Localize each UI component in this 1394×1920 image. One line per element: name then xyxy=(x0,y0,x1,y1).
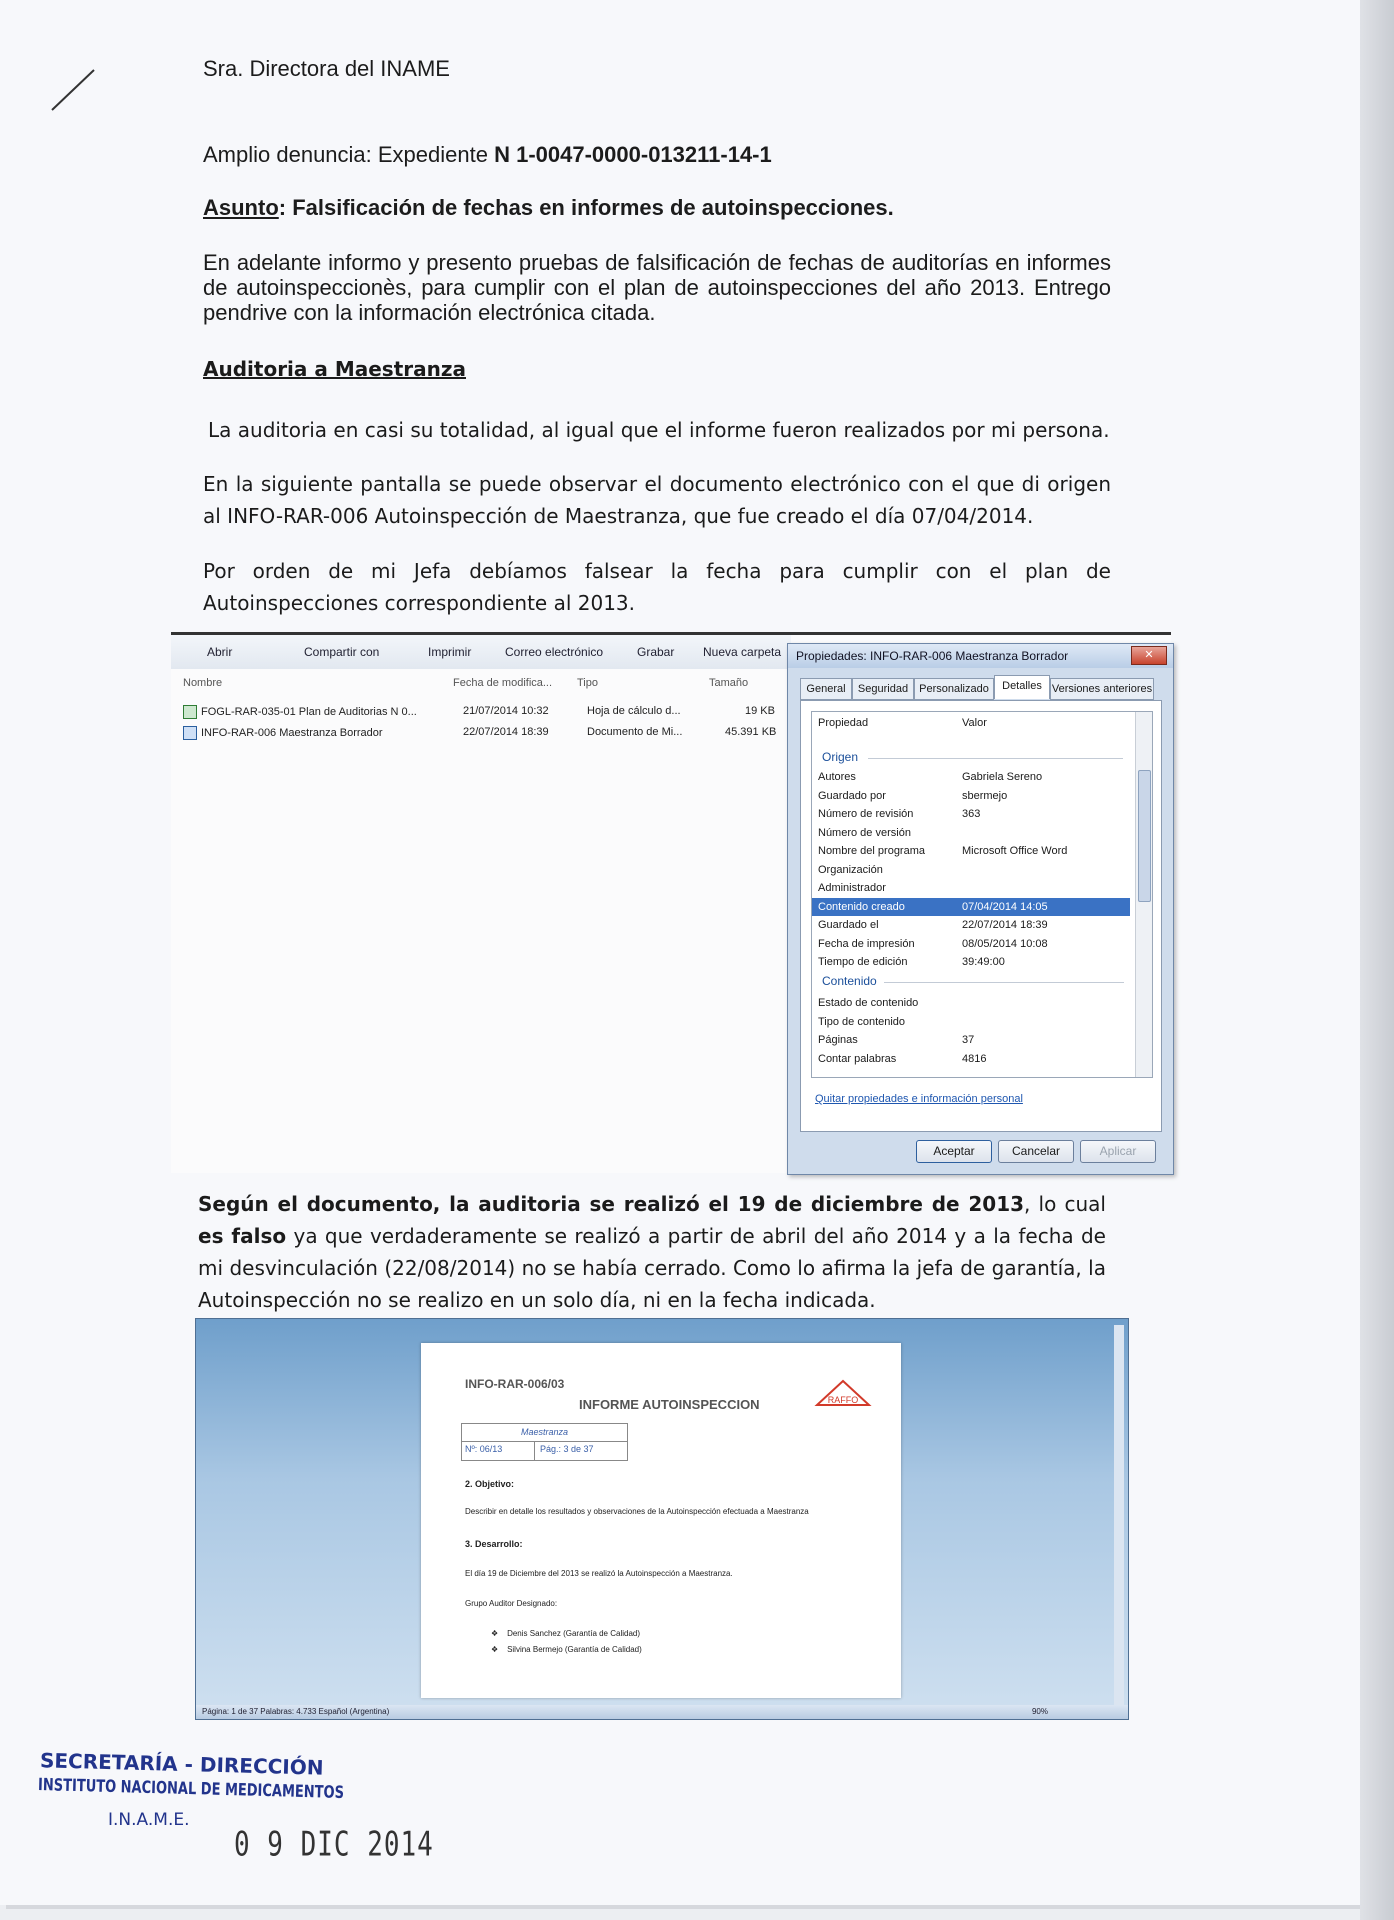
explorer-toolbar xyxy=(171,635,791,669)
property-value: sbermejo xyxy=(962,789,1008,802)
pen-mark xyxy=(48,66,98,114)
file-date: 21/07/2014 10:32 xyxy=(463,705,549,717)
property-name: Estado de contenido xyxy=(818,997,919,1009)
file-name: FOGL-RAR-035-01 Plan de Auditorias N 0... xyxy=(201,705,417,718)
list-item: ❖ Silvina Bermejo (Garantía de Calidad) xyxy=(491,1645,642,1654)
explorer-screenshot xyxy=(171,632,1171,1173)
file-name: INFO-RAR-006 Maestranza Borrador xyxy=(201,726,383,739)
property-table xyxy=(811,711,1153,1078)
property-row[interactable] xyxy=(812,916,1130,934)
section-title: Auditoria a Maestranza xyxy=(203,357,466,381)
toolbar-share[interactable]: Compartir con xyxy=(304,645,380,659)
property-value: Gabriela Sereno xyxy=(962,771,1043,783)
status-left: Página: 1 de 37 Palabras: 4.733 Español (Argentina) xyxy=(202,1707,390,1716)
doc-development-text: El día 19 de Diciembre del 2013 se realizó la Autoinspección a Maestranza. xyxy=(465,1569,733,1578)
p4-bold-1: Según el documento, la auditoria se realizó el 19 de diciembre de 2013 xyxy=(198,1192,1025,1216)
col-name[interactable]: Nombre xyxy=(183,677,223,689)
property-row[interactable] xyxy=(812,861,1130,879)
complaint-line xyxy=(203,142,772,168)
property-value: 363 xyxy=(962,808,981,820)
accept-button[interactable]: Aceptar xyxy=(916,1140,992,1163)
toolbar-open[interactable]: Abrir xyxy=(207,645,233,659)
property-name: Autores xyxy=(818,771,856,783)
property-name: Tiempo de edición xyxy=(818,956,908,968)
property-row[interactable] xyxy=(812,824,1130,842)
word-file-icon xyxy=(183,726,197,740)
file-size: 45.391 KB xyxy=(725,726,777,738)
tab-previous-versions[interactable]: Versiones anteriores xyxy=(1050,678,1154,700)
property-name: Contenido creado xyxy=(818,900,905,913)
tab-details[interactable]: Detalles xyxy=(994,675,1050,699)
paragraph-2: En la siguiente pantalla se puede observar el documento electrónico con el que di origen al INFO-RAR-006 Autoinspección de Maestranza, que fue creado el día 07/04/2014. xyxy=(203,472,1111,528)
stamp-line-1: SECRETARÍA - DIRECCIÓN xyxy=(39,1748,324,1780)
property-name: Contar palabras xyxy=(818,1052,897,1065)
property-row[interactable] xyxy=(812,879,1130,897)
property-row[interactable] xyxy=(812,787,1130,805)
file-type: Hoja de cálculo d... xyxy=(587,705,681,717)
property-name: Administrador xyxy=(818,882,886,894)
property-value: Microsoft Office Word xyxy=(962,845,1068,857)
dialog-title-bar xyxy=(788,644,1173,668)
list-item: ❖ Denis Sanchez (Garantía de Calidad) xyxy=(491,1629,641,1638)
property-value: 39:49:00 xyxy=(962,956,1005,968)
property-value: 08/05/2014 10:08 xyxy=(962,937,1048,950)
property-name: Tipo de contenido xyxy=(818,1015,906,1028)
toolbar-print[interactable]: Imprimir xyxy=(428,645,472,659)
toolbar-burn[interactable]: Grabar xyxy=(637,645,675,659)
stamp-line-2: INSTITUTO NACIONAL DE MEDICAMENTOS xyxy=(37,1775,345,1804)
property-value: 37 xyxy=(962,1034,975,1046)
page-edge xyxy=(1360,0,1394,1920)
property-row[interactable] xyxy=(812,1050,1130,1068)
tab-general[interactable]: General xyxy=(800,678,852,700)
section-origin: Origen xyxy=(822,750,859,764)
property-name: Páginas xyxy=(818,1034,858,1046)
addressee: Sra. Directora del INAME xyxy=(203,56,450,81)
complaint-number: N 1-0047-0000-013211-14-1 xyxy=(494,142,772,167)
complaint-prefix: Amplio denuncia: Expediente xyxy=(203,142,495,167)
section-content: Contenido xyxy=(822,974,877,988)
doc-page: Pág.: 3 de 37 xyxy=(540,1444,594,1454)
intro-paragraph: En adelante informo y presento pruebas de falsificación de fechas de auditorías en informes de autoinspeccionès, para cumplir con el plan de autoinspecciones del año 2013. Entrego pendrive con la información electrónica citada. xyxy=(203,250,1111,325)
property-row[interactable] xyxy=(812,935,1130,953)
property-value: 4816 xyxy=(962,1052,987,1065)
word-page xyxy=(421,1343,901,1698)
property-row[interactable] xyxy=(812,898,1130,916)
doc-num: Nº: 06/13 xyxy=(465,1444,503,1454)
property-name: Guardado por xyxy=(818,789,886,802)
word-scrollbar[interactable] xyxy=(1114,1325,1124,1705)
p4-bold-2: es falso xyxy=(198,1224,287,1248)
col-size[interactable]: Tamaño xyxy=(709,677,749,689)
toolbar-new-folder[interactable]: Nueva carpeta xyxy=(703,645,782,659)
scrollbar[interactable] xyxy=(1135,712,1152,1077)
property-row[interactable] xyxy=(812,1013,1130,1031)
section-divider xyxy=(868,758,1123,759)
doc-code: INFO-RAR-006/03 xyxy=(465,1377,565,1391)
subject-label: Asunto xyxy=(203,195,279,220)
doc-header-box xyxy=(461,1423,628,1461)
doc-development-heading: 3. Desarrollo: xyxy=(465,1539,523,1549)
zoom-level[interactable]: 90% xyxy=(1031,1707,1048,1716)
property-name: Número de versión xyxy=(818,826,911,839)
file-type: Documento de Mi... xyxy=(587,726,683,738)
doc-area: Maestranza xyxy=(462,1424,627,1442)
paragraph-3: Por orden de mi Jefa debíamos falsear la fecha para cumplir con el plan de Autoinspecciones correspondiente al 2013. xyxy=(203,559,1111,615)
property-value: 22/07/2014 18:39 xyxy=(962,919,1048,931)
doc-title: INFORME AUTOINSPECCION xyxy=(579,1397,760,1412)
apply-button[interactable]: Aplicar xyxy=(1080,1140,1156,1163)
file-row[interactable] xyxy=(183,705,803,723)
property-name: Número de revisión xyxy=(818,808,914,820)
property-row[interactable] xyxy=(812,1031,1130,1049)
property-name: Fecha de impresión xyxy=(818,937,915,950)
raffo-logo xyxy=(813,1377,873,1409)
remove-properties-link[interactable]: Quitar propiedades e información personal xyxy=(815,1093,1023,1105)
paragraph-4: Según el documento, la auditoria se realizó el 19 de diciembre de 2013, lo cual es falso ya que verdaderamente se realizó a partir de abril del año 2014 y a la fecha de mi desvinculación (22/08/2014) no se había cerrado. Como lo afirma la jefa de garantía, la Autoinspección no se realizo en un solo día, ni en la fecha indicada. xyxy=(198,1192,1106,1312)
file-size: 19 KB xyxy=(745,705,775,717)
word-status-bar xyxy=(196,1705,1128,1719)
property-row[interactable] xyxy=(812,953,1130,971)
details-panel xyxy=(800,700,1162,1132)
cancel-button[interactable]: Cancelar xyxy=(998,1140,1074,1163)
property-name: Organización xyxy=(818,863,883,876)
property-row[interactable] xyxy=(812,842,1130,860)
stamp-date: 0 9 DIC 2014 xyxy=(234,1825,434,1865)
close-icon[interactable]: ✕ xyxy=(1131,646,1167,665)
property-name: Guardado el xyxy=(818,919,879,931)
property-row[interactable] xyxy=(812,994,1130,1012)
table-header xyxy=(812,714,1130,732)
excel-file-icon xyxy=(183,705,197,719)
property-row[interactable] xyxy=(812,768,1130,786)
subject-text: : Falsificación de fechas en informes de autoinspecciones. xyxy=(278,195,894,220)
scrollbar-thumb[interactable] xyxy=(1138,770,1151,902)
property-value: 07/04/2014 14:05 xyxy=(962,900,1048,913)
svg-text:RAFFO: RAFFO xyxy=(827,1395,859,1405)
file-date: 22/07/2014 18:39 xyxy=(463,726,549,738)
doc-objective-heading: 2. Objetivo: xyxy=(465,1479,515,1489)
property-name: Nombre del programa xyxy=(818,845,925,857)
stamp-line-3: I.N.A.M.E. xyxy=(108,1810,190,1830)
file-columns xyxy=(183,677,803,695)
subject xyxy=(203,195,894,221)
header-property[interactable]: Propiedad xyxy=(818,717,869,729)
file-row[interactable] xyxy=(183,726,803,744)
dialog-title: Propiedades: INFO-RAR-006 Maestranza Borrador xyxy=(796,649,1069,663)
property-row[interactable] xyxy=(812,805,1130,823)
tab-security[interactable]: Seguridad xyxy=(852,678,914,700)
doc-objective-text: Describir en detalle los resultados y observaciones de la Autoinspección efectuada a Maestranza xyxy=(465,1507,809,1516)
col-date[interactable]: Fecha de modifica... xyxy=(453,677,553,689)
header-value[interactable]: Valor xyxy=(962,717,987,729)
toolbar-email[interactable]: Correo electrónico xyxy=(505,645,604,659)
section-divider xyxy=(884,982,1124,983)
properties-dialog xyxy=(787,643,1174,1175)
col-type[interactable]: Tipo xyxy=(577,677,598,689)
tab-custom[interactable]: Personalizado xyxy=(914,678,994,700)
paragraph-1: La auditoria en casi su totalidad, al igual que el informe fueron realizados por mi persona. xyxy=(208,418,1110,442)
doc-group: Grupo Auditor Designado: xyxy=(465,1599,558,1608)
word-screenshot xyxy=(195,1318,1129,1720)
